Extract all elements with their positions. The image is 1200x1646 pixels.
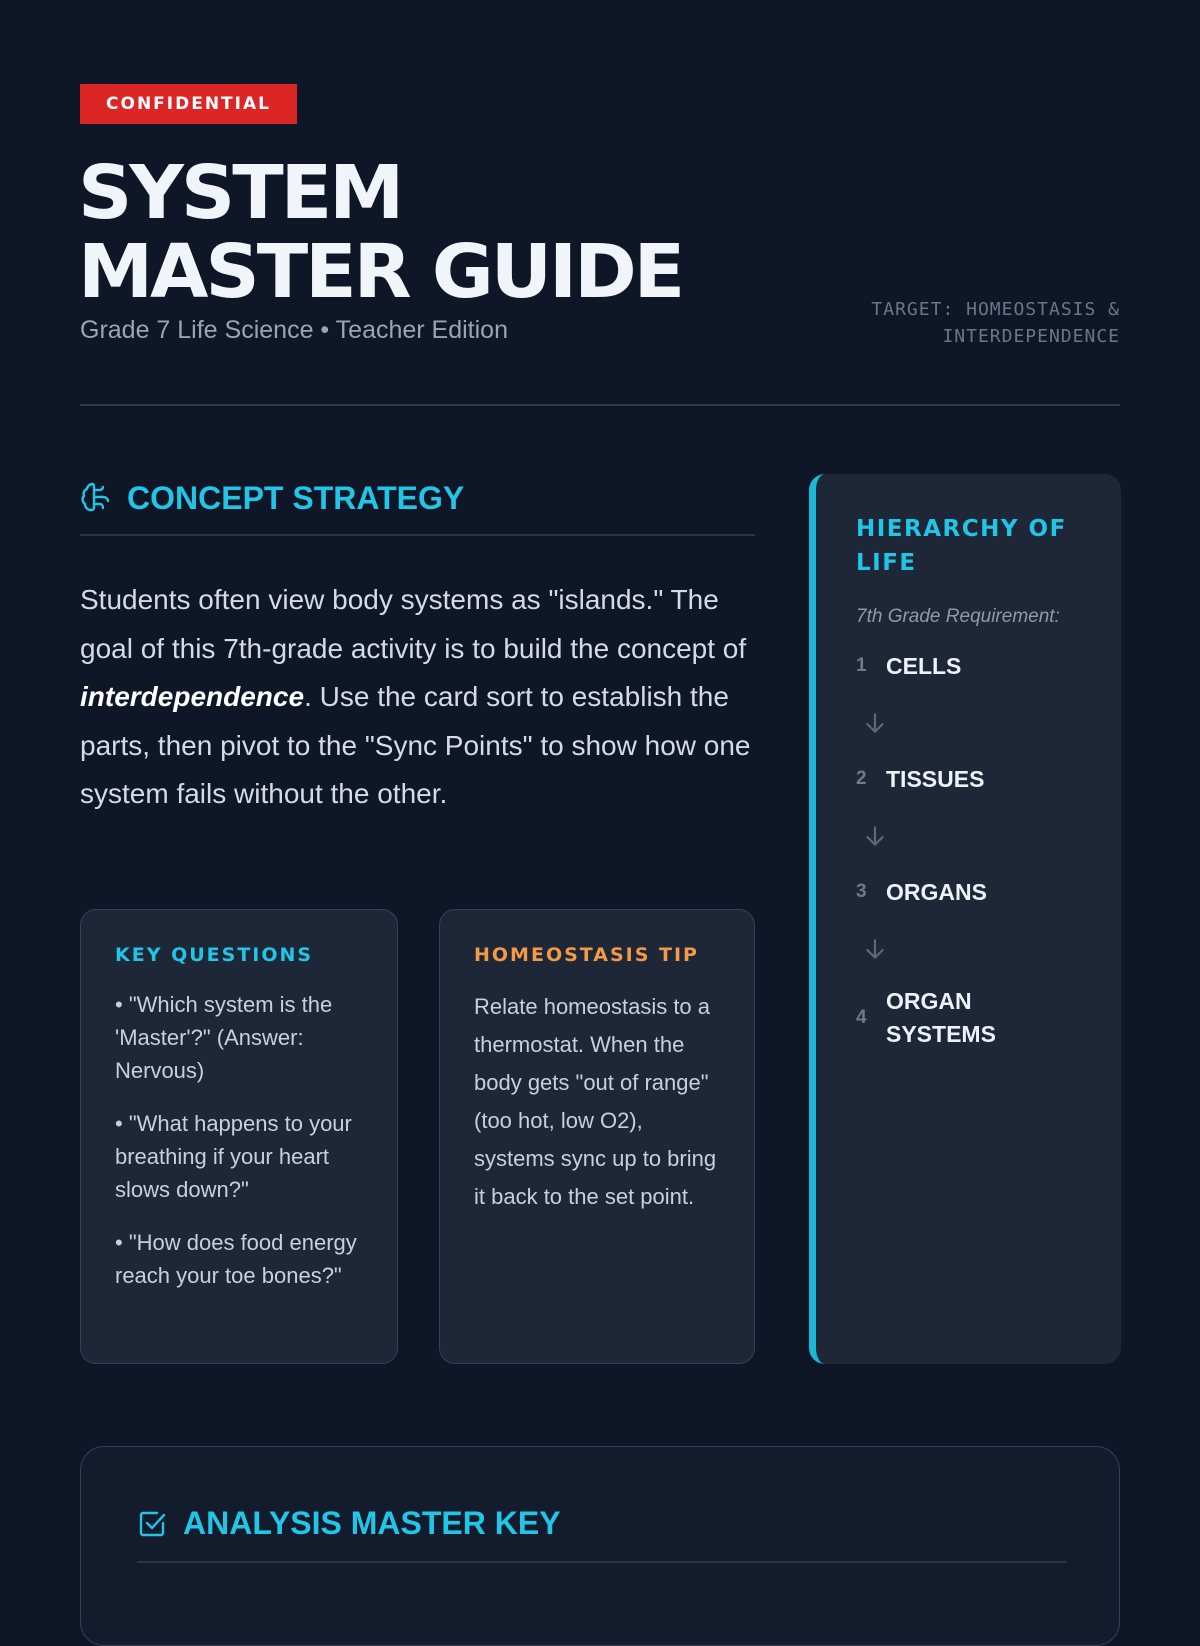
homeostasis-tip-heading: HOMEOSTASIS TIP: [474, 944, 699, 966]
key-questions-heading: KEY QUESTIONS: [115, 944, 314, 966]
header-divider: [80, 404, 1120, 406]
target-line-1: TARGET: HOMEOSTASIS &: [871, 299, 1120, 320]
hierarchy-panel: [809, 474, 1121, 1364]
level-name: TISSUES: [886, 765, 985, 792]
level-number: 1: [856, 655, 867, 676]
arrow-down-icon: [856, 686, 1081, 759]
analysis-master-key-panel: [80, 1446, 1120, 1646]
level-name: CELLS: [886, 652, 962, 679]
hierarchy-level-cells: [856, 646, 1081, 686]
key-question-item: • "Which system is the 'Master'?" (Answer: Nervous): [115, 992, 333, 1083]
key-question-item: • "What happens to your breathing if your heart slows down?": [115, 1111, 352, 1202]
key-question-item: • "How does food energy reach your toe bones?": [115, 1230, 357, 1288]
key-questions-card: [80, 909, 398, 1364]
concept-strategy-heading: CONCEPT STRATEGY: [127, 480, 465, 516]
checkbox-icon: [137, 1509, 167, 1539]
analysis-master-key-header: [137, 1503, 1067, 1563]
page-subtitle: Grade 7 Life Science • Teacher Edition: [80, 316, 508, 344]
arrow-down-icon: [856, 799, 1081, 872]
target-label: [800, 296, 1120, 350]
key-questions-list: [115, 988, 363, 1292]
intro-text-part-1: Students often view body systems as "islands." The goal of this 7th-grade activity is to build the concept of: [80, 584, 747, 664]
hierarchy-requirement: 7th Grade Requirement:: [856, 606, 1060, 627]
analysis-master-key-heading: ANALYSIS MASTER KEY: [183, 1505, 561, 1541]
homeostasis-tip-text: Relate homeostasis to a thermostat. When the body gets "out of range" (too hot, low O2), systems sync up to bring it back to the set point.: [474, 994, 717, 1209]
level-number: 4: [856, 1007, 867, 1028]
level-name: ORGANS: [886, 878, 987, 905]
title-line-2: MASTER GUIDE: [78, 229, 683, 315]
homeostasis-tip-card: [439, 909, 755, 1364]
concept-intro-text: [80, 576, 760, 819]
page-title: [78, 150, 683, 315]
confidential-badge: CONFIDENTIAL: [80, 84, 297, 124]
title-line-1: SYSTEM: [78, 150, 402, 236]
level-name: ORGAN SYSTEMS: [886, 988, 996, 1047]
level-number: 2: [856, 768, 867, 789]
hierarchy-level-organ-systems: [856, 985, 1081, 1051]
target-line-2: INTERDEPENDENCE: [942, 326, 1120, 347]
concept-strategy-header: [80, 478, 755, 536]
intro-emphasis: interdependence: [80, 681, 305, 712]
arrow-down-icon: [856, 912, 1081, 985]
level-number: 3: [856, 881, 867, 902]
hierarchy-level-tissues: [856, 759, 1081, 799]
hierarchy-level-organs: [856, 872, 1081, 912]
hierarchy-heading: HIERARCHY OF LIFE: [856, 516, 1067, 576]
brain-icon: [80, 480, 112, 514]
intro-text-part-2: . Use the card sort to establish the parts, then pivot to the "Sync Points" to show how one system fails without the other.: [80, 681, 751, 809]
